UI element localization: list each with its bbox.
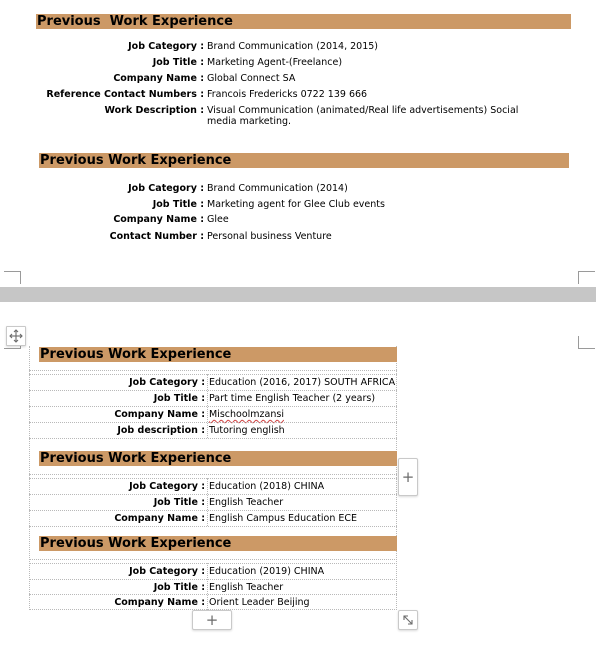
field-row: [0, 212, 596, 228]
field-value[interactable]: Part time English Teacher (2 years): [209, 393, 376, 404]
table-move-handle[interactable]: [6, 326, 26, 346]
experience-table[interactable]: [29, 346, 397, 610]
table-row: [29, 406, 397, 422]
column-divider: [207, 478, 208, 526]
field-row: [0, 229, 596, 245]
field-row: [0, 71, 596, 87]
field-value[interactable]: Marketing agent for Glee Club events: [207, 199, 385, 210]
table-row: [29, 579, 397, 595]
field-label: Work Description :: [104, 105, 204, 116]
field-row: [0, 55, 596, 71]
field-value[interactable]: Education (2019) CHINA: [209, 566, 325, 577]
table-row: [29, 422, 397, 438]
field-label: Job Title :: [152, 57, 204, 68]
field-value[interactable]: Brand Communication (2014, 2015): [207, 41, 379, 52]
table-row: [29, 494, 397, 510]
page-break-gap: [0, 287, 596, 302]
field-row: [0, 87, 596, 103]
field-label: Reference Contact Numbers :: [46, 89, 204, 100]
field-label: [117, 423, 205, 439]
field-value[interactable]: Glee: [207, 214, 229, 225]
section-header: [39, 536, 397, 551]
field-value[interactable]: English Teacher: [209, 497, 284, 508]
plus-icon: +: [205, 610, 219, 629]
page-corner-mark: [4, 271, 21, 284]
field-value[interactable]: English Campus Education ECE: [209, 513, 358, 524]
field-label: Job Category :: [129, 566, 205, 577]
field-label: Job Title :: [153, 393, 205, 404]
field-value[interactable]: Brand Communication (2014): [207, 183, 348, 194]
page-corner-mark: [578, 271, 595, 284]
field-label: Job Category :: [128, 41, 204, 52]
field-value[interactable]: Mischoolmzansi: [209, 409, 284, 420]
field-value[interactable]: Global Connect SA: [207, 73, 296, 84]
section-title: Previous Work Experience: [40, 347, 232, 362]
field-row: [0, 181, 596, 197]
add-column-button[interactable]: [398, 458, 418, 496]
table-row: [29, 594, 397, 610]
section-title: Previous Work Experience: [40, 153, 232, 168]
page-corner-mark: [578, 336, 595, 349]
field-row: [0, 39, 596, 55]
resize-diagonal-icon: [402, 614, 414, 626]
field-label: Company Name :: [113, 73, 204, 84]
move-arrows-icon: [9, 329, 23, 343]
column-divider: [207, 563, 208, 610]
field-label: Job Title :: [152, 199, 204, 210]
field-value[interactable]: Marketing Agent-(Freelance): [207, 57, 343, 68]
section-title: Previous Work Experience: [40, 451, 232, 466]
field-label: Company Name :: [114, 409, 205, 420]
field-label: Job Category :: [128, 183, 204, 194]
field-value[interactable]: English Teacher: [209, 582, 284, 593]
field-label: Contact Number :: [109, 231, 204, 242]
table-row: [29, 374, 397, 390]
field-label: Job Category :: [129, 481, 205, 492]
field-label: Job Title :: [153, 582, 205, 593]
table-row: [29, 563, 397, 579]
field-label-text: Job description :: [117, 425, 205, 436]
column-divider: [207, 374, 208, 438]
table-row: [29, 390, 397, 406]
section-header: [39, 451, 397, 466]
field-value[interactable]: Tutoring english: [209, 425, 285, 436]
field-value[interactable]: Francois Fredericks 0722 139 666: [207, 89, 368, 100]
table-row: [29, 478, 397, 494]
field-value[interactable]: Education (2018) CHINA: [209, 481, 325, 492]
section-title: Previous Work Experience: [37, 14, 233, 29]
field-row: [0, 103, 596, 129]
field-value[interactable]: Education (2016, 2017) SOUTH AFRICA: [209, 377, 396, 388]
field-label: Job Category :: [129, 377, 205, 388]
field-label: Company Name :: [114, 513, 205, 524]
table-resize-handle[interactable]: [398, 610, 418, 630]
section-title: Previous Work Experience: [40, 536, 232, 551]
table-row: [29, 510, 397, 526]
section-header: [36, 14, 571, 29]
plus-icon: +: [401, 467, 415, 486]
field-label: Job Title :: [153, 497, 205, 508]
field-value[interactable]: Orient Leader Beijing: [209, 597, 310, 608]
field-value[interactable]: Personal business Venture: [207, 231, 332, 242]
section-header: [39, 347, 397, 362]
field-row: [0, 197, 596, 213]
field-label: Company Name :: [113, 214, 204, 225]
field-label: Company Name :: [114, 597, 205, 608]
section-header: [39, 153, 569, 168]
field-value[interactable]: Visual Communication (animated/Real life advertisements) Social media marketing.: [207, 105, 519, 127]
add-row-button[interactable]: [192, 610, 232, 630]
